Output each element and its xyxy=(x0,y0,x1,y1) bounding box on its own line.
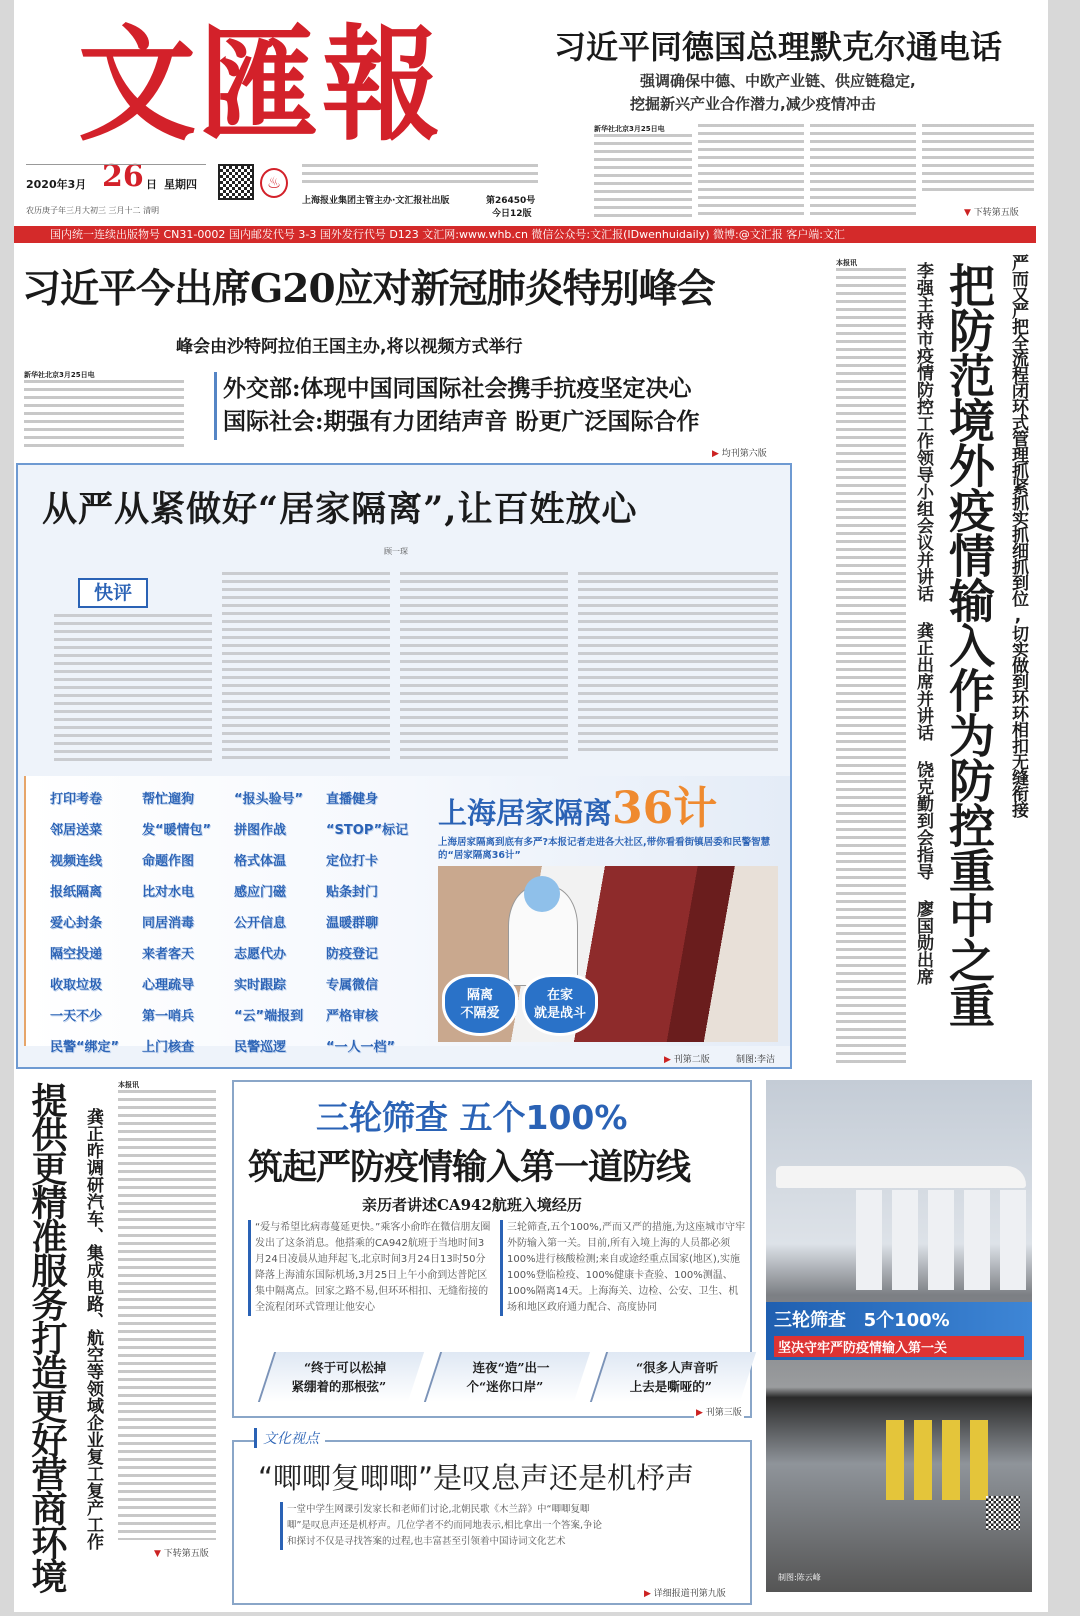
heart-text: 就是战斗 xyxy=(533,1006,586,1021)
infographic-desc: 上海居家隔离到底有多严?本报记者走进各大社区,带你看看街镇居委和民警智慧的“居家隔离36计” xyxy=(438,837,771,861)
tip-item: 收取垃圾 xyxy=(50,978,103,993)
continue-label: 下转第五版 xyxy=(973,208,1019,218)
tip-item: 直播健身 xyxy=(326,792,379,807)
screening-kicker: 三轮筛查 五个100% xyxy=(316,1098,628,1137)
issue-number: 第26450号 xyxy=(486,196,536,206)
date-day: 26 xyxy=(102,159,144,194)
right-dateline: 本报讯 xyxy=(836,259,857,267)
tip-item: 报纸隔离 xyxy=(50,885,103,900)
tip-item: 专属微信 xyxy=(326,978,379,993)
business-subhead: 龚正昨调研汽车、集成电路、航空等领域企业复工复产工作 xyxy=(83,1108,103,1550)
tip-item: 严格审核 xyxy=(326,1009,379,1024)
tip-item: “报头验号” xyxy=(234,792,304,807)
tip-item: 命题作图 xyxy=(142,854,195,869)
workers-in-yellow-suits xyxy=(886,1420,996,1500)
newspaper-page xyxy=(14,0,1048,1612)
flame-logo-icon: ♨ xyxy=(260,168,288,198)
qr-code[interactable] xyxy=(986,1496,1020,1530)
tip-item: 发“暖情包” xyxy=(142,823,212,838)
right-subhead: 李强主持市疫情防控工作领导小组会议并讲话 龚正出席并讲话 饶克勤到会指导 廖国勋出席 xyxy=(913,262,933,985)
masthead-logo: 文匯報 xyxy=(78,11,445,158)
date-weekday: 星期四 xyxy=(164,178,197,191)
infographic-title xyxy=(438,784,717,838)
tip-item: 上门核查 xyxy=(142,1040,195,1055)
lunar-date: 农历庚子年三月大初三 三月十二 清明 xyxy=(26,206,160,215)
screening-headline[interactable]: 筑起严防疫情输入第一道防线 xyxy=(248,1147,691,1188)
tip-item: 心理疏导 xyxy=(142,978,195,993)
tip-item: 防疫登记 xyxy=(326,947,379,962)
tip-item: “云”端报到 xyxy=(234,1009,304,1024)
tip-item: 定位打卡 xyxy=(326,854,379,869)
tip-item: 同居消毒 xyxy=(142,916,195,931)
infographic-title-text: 上海居家隔离 xyxy=(438,796,613,830)
publisher: 上海报业集团主管主办·文汇报社出版 xyxy=(302,196,450,206)
tip-item: 邻居送菜 xyxy=(50,823,103,838)
business-dateline: 本报讯 xyxy=(118,1081,139,1089)
culture-column-logo: 文化视点 xyxy=(254,1428,325,1448)
body-text xyxy=(836,268,906,1068)
divider xyxy=(26,164,206,165)
body-text xyxy=(578,572,778,752)
tip-item: 公开信息 xyxy=(234,916,287,931)
photo-credit: 制图:陈云峰 xyxy=(778,1573,821,1582)
tips-grid xyxy=(50,788,414,1055)
quote-tab-3[interactable] xyxy=(590,1352,756,1402)
screening-para-2: 三轮筛查,五个100%,严而又严的措施,为这座城市守牢外防输入第一关。目前,所有入境上海的人员都必须100%进行核酸检测;来自或途经重点国家(地区),实施100%登临检疫、100%健康卡查验、100%测温、100%隔离14天。上海海关、边检、公安、卫生、机场和地区政府通力配合、高度协同 xyxy=(500,1220,746,1316)
body-text xyxy=(54,614,212,764)
quote-tab-2[interactable] xyxy=(424,1352,590,1402)
top-headline[interactable]: 习近平同德国总理默克尔通电话 xyxy=(554,28,1003,66)
date-day-suffix: 日 xyxy=(146,178,157,191)
tip-item: 贴条封门 xyxy=(326,885,379,900)
airplane-illustration xyxy=(776,1166,1026,1188)
tip-item: 来者客天 xyxy=(142,947,195,962)
continue-link[interactable]: ▶ 均刊第六版 xyxy=(712,449,767,459)
byline: 顾一琛 xyxy=(384,547,408,556)
commentary-badge: 快评 xyxy=(78,578,148,608)
tip-item: 温暖群聊 xyxy=(326,916,379,931)
top-subhead-2: 挖掘新兴产业合作潜力,减少疫情冲击 xyxy=(630,95,876,113)
banner-text: 5个100% xyxy=(863,1310,950,1331)
tip-item: 视频连线 xyxy=(50,854,103,869)
tip-item: 爱心封条 xyxy=(50,916,103,931)
continue-label: 刊第三版 xyxy=(705,1408,742,1418)
banner-text: 三轮筛查 xyxy=(774,1310,846,1331)
banner-subtext: 坚决守牢严防疫情输入第一关 xyxy=(774,1336,1024,1357)
culture-para: 一堂中学生网课引发家长和老师们讨论,北朝民歌《木兰辞》中“唧唧复唧唧”是叹息声还是机杼声。几位学者不约而同地表示,相比拿出一个答案,争论和探讨不仅是寻找答案的过程,也丰富甚至引领着中国诗词文化艺术 xyxy=(280,1502,610,1550)
qr-code[interactable] xyxy=(218,164,254,200)
related-line-2[interactable]: 国际社会:期强有力团结声音 盼更广泛国际合作 xyxy=(223,408,700,435)
lead-related-box xyxy=(214,372,784,440)
tip-item: 志愿代办 xyxy=(234,947,287,962)
body-text xyxy=(810,124,916,218)
tip-item: 格式体温 xyxy=(234,854,287,869)
graphic-credit: 制图:李洁 xyxy=(736,1055,776,1065)
page-count: 今日12版 xyxy=(492,209,532,219)
info-bar: 国内统一连续出版物号 CN31-0002 国内邮发代号 3-3 国外发行代号 D123 文汇网:www.whb.cn 微信公众号:文汇报(IDwenhuidaily) 微博:@文汇报 客户端:文汇 xyxy=(14,226,1036,243)
top-dateline: 新华社北京3月25日电 xyxy=(594,125,665,133)
quote-text: 紧绷着的那根弦” xyxy=(291,1379,387,1394)
date-year-month: 2020年3月 xyxy=(26,178,87,191)
continue-link[interactable]: ▶ 刊第三版 xyxy=(694,1405,744,1418)
tip-item: “一人一档” xyxy=(326,1040,396,1055)
tip-item: 民警“绑定” xyxy=(50,1040,120,1055)
workers-in-protective-suits xyxy=(856,1190,1026,1290)
body-text xyxy=(24,380,184,450)
tip-item: 帮忙遛狗 xyxy=(142,792,195,807)
tip-item: 拼图作战 xyxy=(234,823,287,838)
continue-link[interactable]: ▼ 下转第五版 xyxy=(964,208,1019,218)
screening-para-1: “爱与希望比病毒蔓延更快。”乘客小俞昨在微信朋友圈发出了这条消息。他搭乘的CA942航班于当地时间3月24日凌晨从迪拜起飞,北京时间3月24日13时50分降落上海浦东国际机场,3月25日上午小俞到达普陀区集中隔离点。回家之路不易,但环环相扣、无缝衔接的全流程闭环式管理让他安心 xyxy=(248,1220,494,1316)
body-text xyxy=(922,124,1034,194)
quote-text: 个“迷你口岸” xyxy=(466,1379,544,1394)
continue-link[interactable]: ▶ 详细报道刊第九版 xyxy=(644,1589,726,1599)
heart-text: 隔离 xyxy=(466,988,493,1003)
heart-badge-1 xyxy=(442,974,518,1036)
top-subhead-1: 强调确保中德、中欧产业链、供应链稳定, xyxy=(640,72,916,90)
quarantine-headline[interactable]: 从严从紧做好“居家隔离”,让百姓放心 xyxy=(42,489,638,530)
quote-text: 上去是嘶哑的” xyxy=(629,1379,713,1394)
tip-item: 感应门磁 xyxy=(234,885,287,900)
continue-label: 下转第五版 xyxy=(163,1549,209,1559)
body-text xyxy=(400,572,568,764)
continue-label: 刊第二版 xyxy=(673,1055,710,1065)
tip-item: 民警巡逻 xyxy=(234,1040,287,1055)
business-headline[interactable]: 提供更精准服务打造更好营商环境 xyxy=(26,1082,68,1592)
body-text xyxy=(118,1090,216,1540)
heart-badge-2 xyxy=(522,974,598,1036)
heart-text: 在家 xyxy=(546,988,573,1003)
tip-item: 隔空投递 xyxy=(50,947,103,962)
publisher-fineprint xyxy=(302,164,538,188)
quote-tab-1[interactable] xyxy=(258,1352,424,1402)
quote-text: “终于可以松掉 xyxy=(303,1360,387,1375)
tip-item: “STOP”标记 xyxy=(326,823,409,838)
right-kicker: 严而又严把全流程闭环式管理抓紧抓实抓细抓到位,切实做到环环相扣无缝衔接 xyxy=(1008,254,1028,817)
related-line-1[interactable]: 外交部:体现中国同国际社会携手抗疫坚定决心 xyxy=(223,375,692,402)
body-text xyxy=(594,134,692,218)
continue-label: 均刊第六版 xyxy=(721,449,767,459)
screening-subhead: 亲历者讲述CA942航班入境经历 xyxy=(362,1196,582,1214)
tip-item: 比对水电 xyxy=(142,885,195,900)
heart-text: 不隔爱 xyxy=(460,1006,500,1021)
infographic-36-tips xyxy=(24,776,790,1055)
infographic-title-number: 36计 xyxy=(612,783,718,834)
helmet-illustration xyxy=(524,876,560,912)
continue-link[interactable]: ▼ 下转第五版 xyxy=(154,1549,209,1559)
quote-text: “很多人声音听 xyxy=(635,1360,719,1375)
tip-item: 第一哨兵 xyxy=(142,1009,195,1024)
lead-subhead: 峰会由沙特阿拉伯王国主办,将以视频方式举行 xyxy=(176,337,523,357)
continue-link[interactable]: ▶ 刊第二版 xyxy=(664,1055,710,1065)
tip-item: 一天不少 xyxy=(50,1009,103,1024)
right-headline[interactable]: 把防范境外疫情输入作为防控重中之重 xyxy=(942,262,996,1027)
lead-dateline: 新华社北京3月25日电 xyxy=(24,371,95,379)
tip-item: 实时跟踪 xyxy=(234,978,287,993)
tip-item: 打印考卷 xyxy=(50,792,103,807)
body-text xyxy=(698,124,804,218)
continue-label: 详细报道刊第九版 xyxy=(653,1589,726,1599)
lead-headline[interactable]: 习近平今出席G20应对新冠肺炎特别峰会 xyxy=(22,266,715,312)
quote-text: 连夜“造”出一 xyxy=(472,1360,550,1375)
airport-photo[interactable] xyxy=(766,1080,1032,1592)
photo-banner xyxy=(766,1302,1032,1360)
culture-headline[interactable]: “唧唧复唧唧”是叹息声还是机杼声 xyxy=(258,1461,695,1495)
body-text xyxy=(222,572,390,764)
